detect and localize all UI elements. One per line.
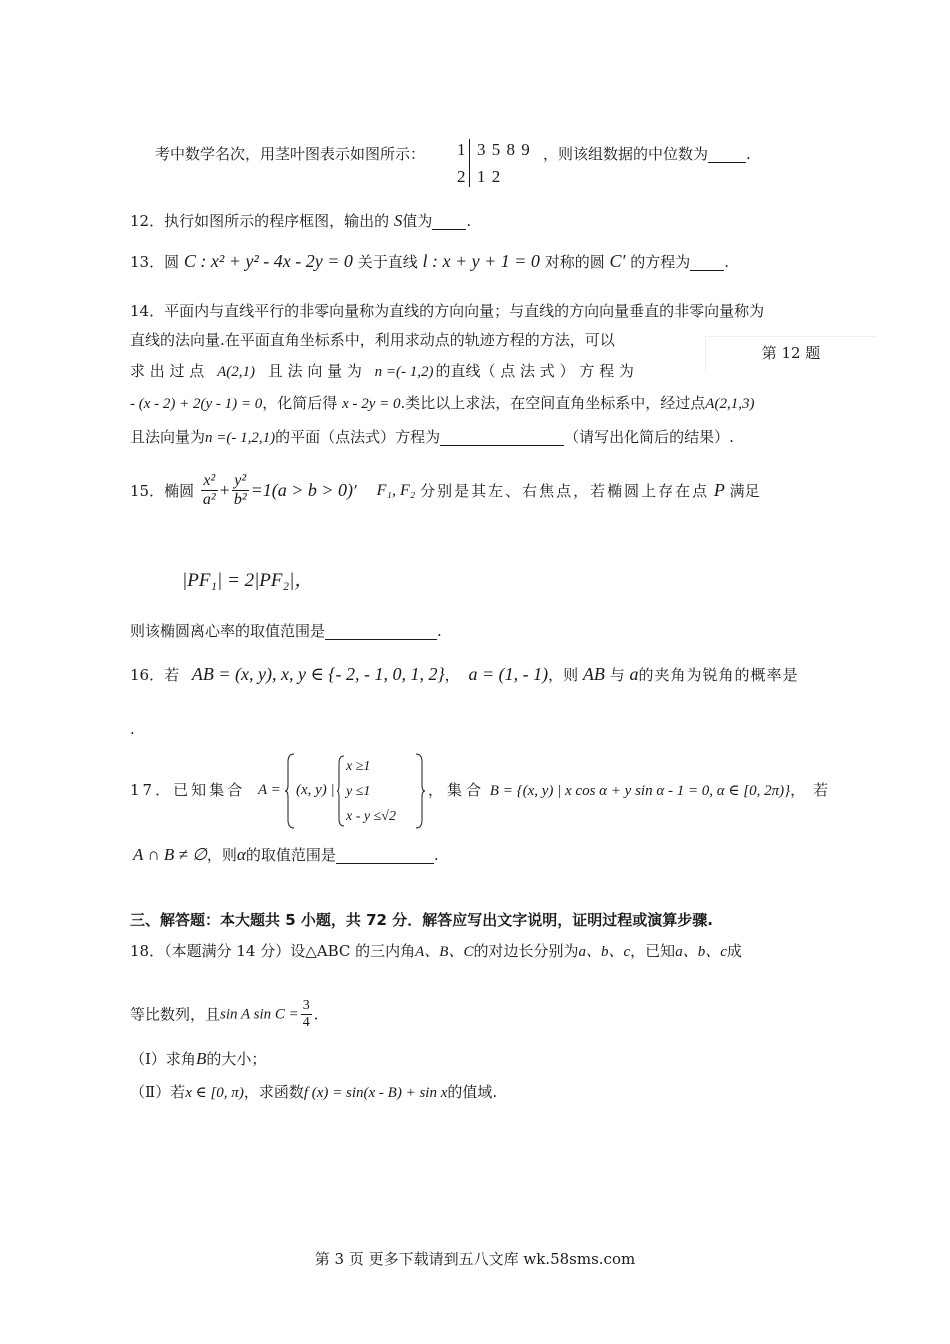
q16-line2: . <box>130 720 135 738</box>
q15-foci: F₁, F₂ <box>376 482 416 500</box>
q18-domain: x ∈ [0, π) <box>185 1085 244 1101</box>
q14-eq1: - (x - 2) + 2(y - 1) = 0 <box>130 396 263 412</box>
q16-a: a <box>629 664 639 684</box>
q18-line2-end: . <box>313 1005 319 1024</box>
q17-line2 <box>133 846 439 864</box>
q17-cond1: x ≥1 <box>346 759 371 774</box>
q14-line4-a: ，化简后得 <box>262 394 338 412</box>
stem-leaf-plot <box>455 139 545 189</box>
q11-answer-blank <box>708 147 746 163</box>
q13-mid2: 对称的圆 <box>544 253 605 271</box>
q15-line1: 15．椭圆 $\frac{\text{x²}}{\text{a²}}$ + $\frac{\text{y²}}{\text{b²}}$ =1(a > b > 0)’ F₁, F₂ 分别是其左、右焦点，若椭圆上存在点 P 满足 <box>130 472 760 509</box>
q17-line1-rest <box>428 783 836 799</box>
q17-cond2: y ≤1 <box>346 784 371 799</box>
q14-line4-b: .类比以上求法，在空间直角坐标系中，经过点 <box>400 394 706 412</box>
q13-answer-blank <box>690 255 724 271</box>
section-3-heading: 三、解答题：本大题共 5 小题，共 72 分．解答应写出文字说明，证明过程或演算步骤. <box>130 911 713 929</box>
leaves-2: 1 2 <box>477 167 502 186</box>
q17-alpha: α <box>236 845 246 864</box>
q13-after: 的方程为 <box>630 253 691 271</box>
q14-line5-a: 且法向量为 <box>130 428 206 446</box>
q11-end: . <box>746 145 751 163</box>
q15-frac1-num: x² <box>201 472 218 491</box>
q14-point-a3: A(2,1,3) <box>705 396 755 412</box>
q17-right-brace <box>414 752 426 830</box>
q18-line1-a: 18．（本题满分 14 分）设△ABC 的三内角 <box>130 942 416 960</box>
q14-answer-blank <box>440 430 564 446</box>
q14-vector-n3: n =(- 1,2,1) <box>205 430 276 446</box>
q15-eq-tail: =1(a > b > 0) <box>250 480 354 501</box>
q14-line5-c: （请写出化简后的结果）. <box>564 428 734 446</box>
q18-line2-a: 等比数列，且 <box>130 1005 221 1024</box>
q17-line2-b: ，则 <box>206 846 237 864</box>
q17-cond3: x - y ≤√2 <box>346 809 396 824</box>
q15-answer-blank <box>325 624 437 640</box>
stem-1: 1 <box>457 140 466 159</box>
page-footer: 第 3 页 更多下载请到五八文库 wk.58sms.com <box>314 1250 636 1268</box>
q15-line3 <box>130 624 442 640</box>
q13-num: 13．圆 <box>130 253 180 271</box>
q15-line3-text: 则该椭圆离心率的取值范围是 <box>130 622 326 640</box>
stem-leaf-divider <box>469 139 470 187</box>
q18-part2 <box>130 1085 497 1101</box>
q12-var: S <box>393 211 403 230</box>
q12-after: 值为 <box>402 212 433 230</box>
stem-2: 2 <box>457 167 466 186</box>
q11-tail <box>543 147 751 163</box>
q16-then: ，则 <box>548 666 579 684</box>
q17-cond-brace <box>336 754 346 828</box>
q16-ab-def: AB = (x, y), x, y ∈ {- 2, - 1, 0, 1, 2} <box>191 664 445 684</box>
q14-line3 <box>130 364 634 380</box>
q18-line1-c: ，已知 <box>630 942 676 960</box>
q18-sides: a、b、c <box>578 944 631 960</box>
q16-tail: 的夹角为锐角的概率是 <box>638 666 799 684</box>
q17-set-b: B = {(x, y) | x cos α + y sin α - 1 = 0, α ∈ [0, 2π)} <box>489 783 791 799</box>
q18-line1 <box>130 944 742 960</box>
q11-text-before: 考中数学名次，用茎叶图表示如图所示： <box>155 145 426 163</box>
q12-line <box>130 212 471 230</box>
q13-mid: 关于直线 <box>357 253 418 271</box>
q17-tail: ，若 <box>790 781 837 799</box>
q18-sides2: a、b、c <box>675 944 727 960</box>
q17-num: 17．已知集合 <box>130 781 246 799</box>
q15-condition: |PF₁| = 2|PF₂|， <box>182 570 314 591</box>
q17-answer-blank <box>336 848 434 864</box>
q13-line <box>130 252 729 271</box>
q16-vector-a: a = (1, - 1) <box>468 664 549 684</box>
q18-line1-d: 成 <box>726 942 742 960</box>
q18-function: f (x) = sin(x - B) + sin x <box>303 1085 448 1101</box>
q14-line3-c: 的直线（ 点 法 式 ） 方 程 为 <box>435 362 634 380</box>
q18-part2-a: （Ⅱ）若 <box>130 1083 186 1101</box>
q15-frac1-den: a² <box>202 491 216 509</box>
q15-end: . <box>437 622 442 640</box>
q14-line3-b: 且 法 向 量 为 <box>267 362 362 380</box>
q18-part1-a: （Ⅰ）求角 <box>130 1050 196 1068</box>
q13-circle2: C′ <box>609 251 626 271</box>
q18-angles: A、B、C <box>415 944 474 960</box>
q17-end: . <box>433 846 439 864</box>
q18-fraction <box>301 998 312 1031</box>
q14-line5 <box>130 430 734 446</box>
q15-fraction-x <box>201 472 218 510</box>
q15-text: 分别是其左、右焦点，若椭圆上存在点 <box>420 481 710 500</box>
figure-12-label: 第 12 题 <box>705 336 876 371</box>
q14-line4 <box>130 396 754 412</box>
q17-a-elem: (x, y) | <box>296 782 335 798</box>
q16-num: 16．若 <box>130 666 180 684</box>
q16-line1: 16．若 AB = (x, y), x, y ∈ {- 2, - 1, 0, 1, 2}， a = (1, - 1)，则 AB 与 a的夹角为锐角的概率是 <box>130 664 799 684</box>
q17-left-brace <box>284 752 296 830</box>
q15-frac2-den: b² <box>233 491 247 509</box>
q16-ab: AB <box>582 664 605 684</box>
q18-part2-c: 的值域. <box>447 1083 498 1101</box>
q12-text: 12．执行如图所示的程序框图，输出的 <box>130 212 390 230</box>
q11-text-after: ，则该组数据的中位数为 <box>543 145 709 163</box>
q13-end: . <box>724 253 730 271</box>
q11-line <box>155 147 425 162</box>
q14-eq2: x - 2y = 0 <box>342 396 401 412</box>
q18-part2-b: ，求函数 <box>243 1083 304 1101</box>
q15-text2: 满足 <box>729 481 760 500</box>
q16-with: 与 <box>609 666 625 684</box>
q15-num: 15．椭圆 <box>130 481 195 500</box>
q12-answer-blank <box>432 214 466 230</box>
q15-point-p: P <box>713 480 725 501</box>
q18-line1-b: 的对边长分别为 <box>473 942 579 960</box>
q12-end: . <box>466 212 472 230</box>
q14-line3-a: 求 出 过 点 <box>130 362 205 380</box>
q13-line-eq: l : x + y + 1 = 0 <box>422 251 540 271</box>
q18-b: B <box>195 1049 207 1068</box>
q15-fraction-y <box>232 472 249 510</box>
q18-part1 <box>130 1050 266 1067</box>
q14-line5-b: 的平面（点法式）方程为 <box>275 428 441 446</box>
q18-frac-num: 3 <box>301 998 312 1015</box>
q18-expr: sin A sin C = <box>220 1006 299 1023</box>
q17-line2-c: 的取值范围是 <box>245 846 336 864</box>
q14-vector-n: n =(- 1,2) <box>374 364 434 380</box>
q18-part1-b: 的大小； <box>206 1050 267 1068</box>
q17-mid: ，集合 <box>428 781 486 799</box>
q17-intersection: A ∩ B ≠ ∅ <box>133 845 207 864</box>
q13-circle-eq: C : x² + y² - 4x - 2y = 0 <box>183 251 353 271</box>
q14-line1: 14．平面内与直线平行的非零向量称为直线的方向向量；与直线的方向向量垂直的非零向量称为 <box>130 302 765 320</box>
q18-frac-den: 4 <box>302 1015 310 1031</box>
q18-line2 <box>130 998 319 1031</box>
q14-line2: 直线的法向量.在平面直角坐标系中，利用求动点的轨迹方程的方法，可以 <box>130 331 615 349</box>
q15-frac2-num: y² <box>232 472 249 491</box>
q14-point-a: A(2,1) <box>217 364 255 380</box>
q17-a-lhs: A = <box>258 782 281 798</box>
leaves-1: 3 5 8 9 <box>477 140 531 159</box>
